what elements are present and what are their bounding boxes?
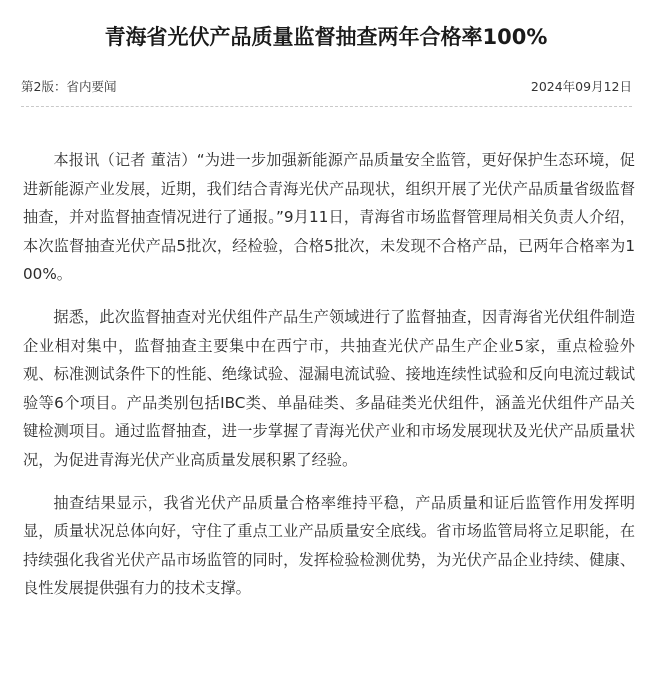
publish-date: 2024年09月12日 xyxy=(530,79,632,94)
article-title: 青海省光伏产品质量监督抽查两年合格率100% xyxy=(104,25,548,49)
article-meta xyxy=(21,76,632,98)
body-paragraph-1: 本报讯（记者 董洁）“为进一步加强新能源产品质量安全监管，更好保护生态环境，促进新能源产业发展，近期，我们结合青海光伏产品现状，组织开展了光伏产品质量省级监督抽查，并对监督抽查情况进行了通报。”9月11日，青海省市场监督管理局相关负责人介绍，本次监督抽查光伏产品5批次，经检验，合格5批次，未发现不合格产品，已两年合格率为100%。 xyxy=(23,151,635,284)
edition-label: 第2版：省内要闻 xyxy=(21,79,117,94)
body-paragraph-3: 抽查结果显示，我省光伏产品质量合格率维持平稳，产品质量和证后监管作用发挥明显，质量状况总体向好，守住了重点工业产品质量安全底线。省市场监管局将立足职能，在持续强化我省光伏产品市场监管的同时，发挥检验检测优势，为光伏产品企业持续、健康、良性发展提供强有力的技术支撑。 xyxy=(23,493,635,598)
body-paragraph-2: 据悉，此次监督抽查对光伏组件产品生产领域进行了监督抽查，因青海省光伏组件制造企业相对集中，监督抽查主要集中在西宁市，共抽查光伏产品生产企业5家，重点检验外观、标准测试条件下的性能、绝缘试验、湿漏电流试验、接地连续性试验和反向电流过载试验等6个项目。产品类别包括IBC类、单晶硅类、多晶硅类光伏组件，涵盖光伏组件产品关键检测项目。通过监督抽查，进一步掌握了青海光伏产业和市场发展现状及光伏产品质量状况，为促进青海光伏产业高质量发展积累了经验。 xyxy=(23,307,635,469)
meta-divider xyxy=(21,106,632,107)
article-body xyxy=(23,146,635,617)
